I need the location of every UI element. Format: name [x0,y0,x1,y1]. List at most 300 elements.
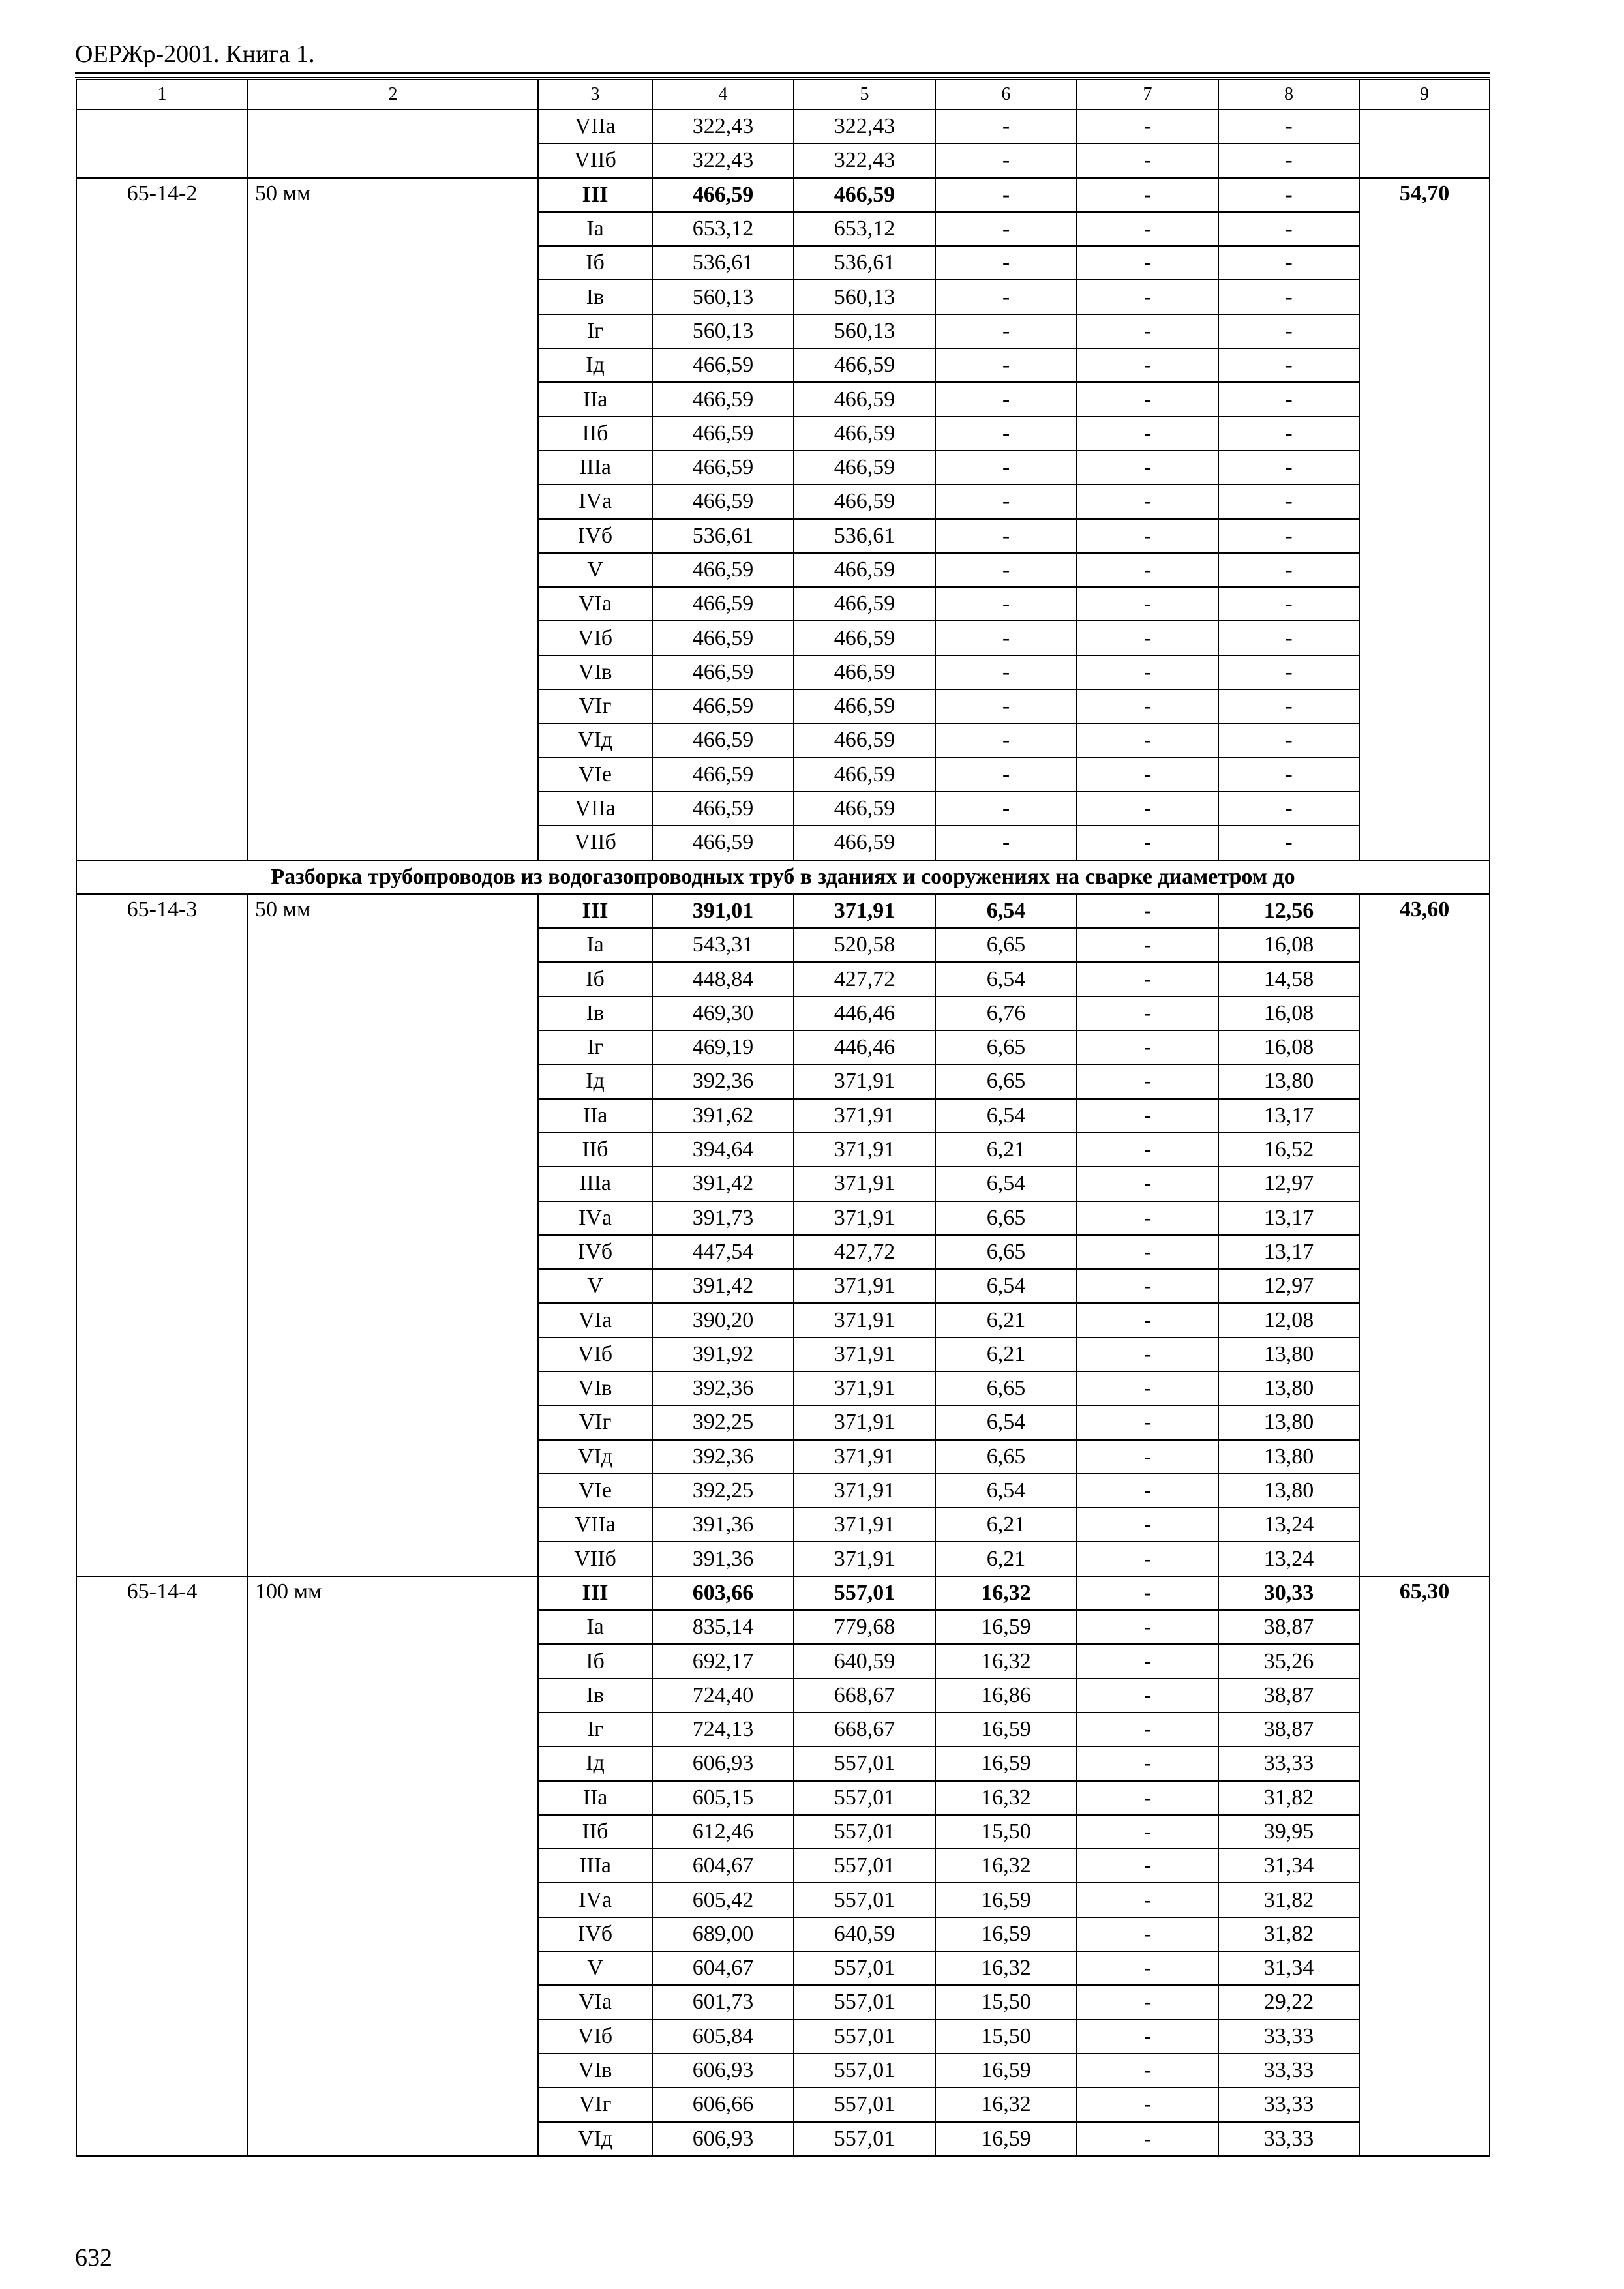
value-cell: 560,13 [794,280,935,314]
value-cell: 6,65 [935,1235,1077,1269]
value-cell: 560,13 [652,314,794,348]
value-cell: 466,59 [794,178,935,212]
value-cell: - [1077,1030,1218,1064]
value-cell: 557,01 [794,2087,935,2121]
value-cell: 392,36 [652,1064,794,1098]
value-cell: 612,46 [652,1815,794,1849]
value-cell: - [1218,314,1359,348]
value-cell: - [1218,110,1359,143]
value-cell: 466,59 [794,348,935,382]
value-cell: VIг [538,1405,652,1439]
value-cell: 33,33 [1218,2087,1359,2121]
value-cell: 371,91 [794,1167,935,1201]
value-cell: - [1077,485,1218,518]
value-cell: IVа [538,1883,652,1917]
value-cell: 16,59 [935,2054,1077,2087]
value-cell: - [1218,758,1359,792]
value-cell: - [1077,621,1218,655]
value-cell: - [935,519,1077,553]
value-cell: 16,59 [935,1883,1077,1917]
column-number-cell: 6 [935,80,1077,110]
column-number-cell: 4 [652,80,794,110]
column-number-cell: 2 [248,80,538,110]
value-cell: 653,12 [652,212,794,246]
value-cell: - [935,246,1077,280]
value-cell: 15,50 [935,2020,1077,2054]
value-cell: - [1077,519,1218,553]
value-cell: - [1077,996,1218,1030]
table-row [76,894,1490,928]
value-cell: - [935,689,1077,723]
value-cell: Iв [538,280,652,314]
value-cell: 603,66 [652,1576,794,1610]
value-cell: 29,22 [1218,1985,1359,2019]
value-cell: 16,59 [935,1713,1077,1746]
value-cell: 557,01 [794,2020,935,2054]
value-cell: - [935,280,1077,314]
value-cell: - [1077,723,1218,757]
value-cell: - [935,655,1077,689]
value-cell: 447,54 [652,1235,794,1269]
value-cell: VIа [538,1303,652,1337]
value-cell: 371,91 [794,1099,935,1133]
diameter-cell: 50 мм [248,894,538,1576]
value-cell: 446,46 [794,996,935,1030]
value-cell: Iв [538,996,652,1030]
value-cell: 371,91 [794,1064,935,1098]
value-cell: 668,67 [794,1713,935,1746]
value-cell: 31,82 [1218,1883,1359,1917]
value-cell: - [1077,1713,1218,1746]
value-cell: - [1077,1883,1218,1917]
value-cell: 557,01 [794,1746,935,1780]
value-cell: - [935,178,1077,212]
value-cell: - [1218,280,1359,314]
value-cell: - [1218,587,1359,621]
value-cell: VIе [538,758,652,792]
value-cell: VIв [538,1371,652,1405]
value-cell: 391,36 [652,1542,794,1576]
value-cell: 835,14 [652,1610,794,1644]
value-cell: 322,43 [652,143,794,177]
column-number-row [76,80,1490,110]
value-cell: 16,32 [935,1951,1077,1985]
value-cell: - [1077,212,1218,246]
table-row [76,110,1490,143]
value-cell: 391,42 [652,1269,794,1303]
value-cell: 557,01 [794,2054,935,2087]
value-cell: - [1077,1508,1218,1542]
value-cell: 16,32 [935,2087,1077,2121]
value-cell: - [1077,2122,1218,2156]
value-cell: 13,80 [1218,1440,1359,1474]
value-cell: 6,65 [935,1030,1077,1064]
value-cell: 16,32 [935,1576,1077,1610]
value-cell: - [1077,1849,1218,1883]
value-cell: 466,59 [652,655,794,689]
value-cell: 557,01 [794,1576,935,1610]
value-cell: Iг [538,314,652,348]
value-cell: 38,87 [1218,1679,1359,1713]
value-cell: 13,80 [1218,1405,1359,1439]
value-cell: 16,59 [935,2122,1077,2156]
value-cell: 15,50 [935,1815,1077,1849]
value-cell: 466,59 [652,451,794,485]
value-cell: 371,91 [794,1542,935,1576]
value-cell: 448,84 [652,962,794,996]
value-cell: 391,36 [652,1508,794,1542]
value-cell: 16,52 [1218,1133,1359,1167]
value-cell: - [1077,1679,1218,1713]
value-cell: IVа [538,1201,652,1235]
value-cell: 605,42 [652,1883,794,1917]
value-cell: VIб [538,2020,652,2054]
value-cell: 605,15 [652,1781,794,1815]
value-cell: - [1077,553,1218,587]
value-cell: IIIа [538,451,652,485]
value-cell: VIв [538,655,652,689]
value-cell: - [1077,1542,1218,1576]
value-cell: 606,93 [652,2054,794,2087]
value-cell: 12,56 [1218,894,1359,928]
value-cell: IIб [538,1815,652,1849]
value-cell: 371,91 [794,1371,935,1405]
value-cell: 13,80 [1218,1474,1359,1508]
value-cell: 466,59 [794,451,935,485]
value-cell: 391,01 [652,894,794,928]
value-cell: - [935,348,1077,382]
value-cell: 466,59 [652,792,794,826]
value-cell: 6,21 [935,1303,1077,1337]
value-cell: 391,62 [652,1099,794,1133]
value-cell: 6,65 [935,1064,1077,1098]
value-cell: 6,21 [935,1338,1077,1371]
value-cell: 543,31 [652,928,794,962]
value-cell: 557,01 [794,1849,935,1883]
value-cell: VIа [538,587,652,621]
value-cell: - [935,382,1077,416]
value-cell: 33,33 [1218,2122,1359,2156]
value-cell: 371,91 [794,894,935,928]
value-cell: - [1077,417,1218,451]
value-cell: 16,59 [935,1746,1077,1780]
value-cell: 689,00 [652,1917,794,1951]
value-cell: 446,46 [794,1030,935,1064]
column-number-cell: 5 [794,80,935,110]
value-cell: - [935,758,1077,792]
value-cell: 466,59 [794,655,935,689]
value-cell: 16,59 [935,1610,1077,1644]
value-cell: 13,17 [1218,1099,1359,1133]
value-cell: IIа [538,1781,652,1815]
col9-cell [1359,110,1490,178]
value-cell: 322,43 [794,110,935,143]
header-rule-thin [75,77,1490,78]
value-cell: 13,17 [1218,1201,1359,1235]
value-cell: 12,08 [1218,1303,1359,1337]
col9-cell: 65,30 [1359,1576,1490,2156]
value-cell: VIIа [538,1508,652,1542]
value-cell: 13,80 [1218,1371,1359,1405]
value-cell: VIIа [538,792,652,826]
value-cell: - [1077,1235,1218,1269]
value-cell: VIг [538,689,652,723]
value-cell: - [1218,826,1359,860]
value-cell: 14,58 [1218,962,1359,996]
value-cell: 392,36 [652,1371,794,1405]
value-cell: Iд [538,1746,652,1780]
value-cell: III [538,1576,652,1610]
value-cell: - [1077,1746,1218,1780]
value-cell: 466,59 [794,553,935,587]
value-cell: 466,59 [652,417,794,451]
value-cell: 31,34 [1218,1951,1359,1985]
value-cell: 466,59 [794,382,935,416]
value-cell: IIб [538,1133,652,1167]
value-cell: 16,32 [935,1849,1077,1883]
value-cell: 536,61 [794,519,935,553]
value-cell: 606,93 [652,2122,794,2156]
value-cell: Iа [538,1610,652,1644]
value-cell: 371,91 [794,1440,935,1474]
value-cell: 640,59 [794,1917,935,1951]
value-cell: 13,24 [1218,1508,1359,1542]
value-cell: 6,21 [935,1542,1077,1576]
value-cell: - [1077,1371,1218,1405]
value-cell: 371,91 [794,1338,935,1371]
value-cell: 6,65 [935,928,1077,962]
value-cell: VIIа [538,110,652,143]
value-cell: 6,65 [935,1440,1077,1474]
diameter-cell [248,110,538,178]
value-cell: - [1077,1440,1218,1474]
value-cell: 392,36 [652,1440,794,1474]
value-cell: 392,25 [652,1405,794,1439]
rates-table [76,79,1490,2157]
value-cell: - [935,621,1077,655]
value-cell: - [1077,1474,1218,1508]
value-cell: 466,59 [652,485,794,518]
value-cell: IVа [538,485,652,518]
value-cell: IVб [538,519,652,553]
value-cell: - [1077,1815,1218,1849]
value-cell: - [935,110,1077,143]
value-cell: 16,59 [935,1917,1077,1951]
value-cell: - [1077,382,1218,416]
code-cell: 65-14-3 [76,894,248,1576]
value-cell: 536,61 [652,246,794,280]
value-cell: - [1218,792,1359,826]
value-cell: 466,59 [652,758,794,792]
value-cell: IVб [538,1917,652,1951]
value-cell: Iг [538,1030,652,1064]
column-number-cell: 7 [1077,80,1218,110]
section-title: Разборка трубопроводов из водогазопроводных труб в зданиях и сооружениях на сварке диаметром до [76,860,1490,894]
value-cell: Iд [538,1064,652,1098]
value-cell: 371,91 [794,1405,935,1439]
diameter-cell: 50 мм [248,178,538,860]
value-cell: IVб [538,1235,652,1269]
value-cell: III [538,894,652,928]
column-number-cell: 9 [1359,80,1490,110]
col9-cell: 43,60 [1359,894,1490,1576]
value-cell: Iб [538,246,652,280]
value-cell: 322,43 [794,143,935,177]
value-cell: - [1218,723,1359,757]
value-cell: 668,67 [794,1679,935,1713]
header-rule [75,72,1490,74]
value-cell: - [1077,587,1218,621]
value-cell: 371,91 [794,1303,935,1337]
value-cell: - [935,587,1077,621]
value-cell: - [1077,1917,1218,1951]
value-cell: 31,34 [1218,1849,1359,1883]
value-cell: 371,91 [794,1474,935,1508]
code-cell: 65-14-4 [76,1576,248,2156]
value-cell: 466,59 [652,826,794,860]
value-cell: - [1077,451,1218,485]
value-cell: - [1077,1133,1218,1167]
value-cell: 6,54 [935,1405,1077,1439]
value-cell: 6,65 [935,1371,1077,1405]
value-cell: 560,13 [794,314,935,348]
value-cell: - [1077,1644,1218,1678]
value-cell: - [1218,143,1359,177]
value-cell: - [1218,348,1359,382]
value-cell: 557,01 [794,2122,935,2156]
value-cell: VIIб [538,1542,652,1576]
value-cell: - [1218,246,1359,280]
value-cell: Iг [538,1713,652,1746]
value-cell: 466,59 [794,826,935,860]
document-header: ОЕРЖр-2001. Книга 1. [75,40,315,68]
value-cell: VIе [538,1474,652,1508]
value-cell: - [935,417,1077,451]
value-cell: 557,01 [794,1883,935,1917]
value-cell: 6,21 [935,1508,1077,1542]
value-cell: 390,20 [652,1303,794,1337]
code-cell: 65-14-2 [76,178,248,860]
value-cell: 466,59 [794,792,935,826]
value-cell: - [1077,1576,1218,1610]
value-cell: 520,58 [794,928,935,962]
value-cell: 724,40 [652,1679,794,1713]
value-cell: 466,59 [794,485,935,518]
value-cell: 33,33 [1218,2054,1359,2087]
value-cell: 391,92 [652,1338,794,1371]
value-cell: 33,33 [1218,2020,1359,2054]
value-cell: Iд [538,348,652,382]
value-cell: 6,76 [935,996,1077,1030]
value-cell: 427,72 [794,1235,935,1269]
value-cell: 31,82 [1218,1781,1359,1815]
value-cell: 466,59 [794,758,935,792]
value-cell: 394,64 [652,1133,794,1167]
value-cell: 779,68 [794,1610,935,1644]
value-cell: 724,13 [652,1713,794,1746]
column-number-cell: 8 [1218,80,1359,110]
value-cell: III [538,178,652,212]
diameter-cell: 100 мм [248,1576,538,2156]
value-cell: - [1077,143,1218,177]
value-cell: 466,59 [652,178,794,212]
value-cell: 604,67 [652,1849,794,1883]
value-cell: 466,59 [652,348,794,382]
value-cell: 6,54 [935,1269,1077,1303]
value-cell: 466,59 [652,621,794,655]
value-cell: 371,91 [794,1269,935,1303]
value-cell: - [935,826,1077,860]
value-cell: 466,59 [652,587,794,621]
value-cell: VIд [538,2122,652,2156]
value-cell: 371,91 [794,1201,935,1235]
value-cell: 469,19 [652,1030,794,1064]
value-cell: VIа [538,1985,652,2019]
value-cell: 427,72 [794,962,935,996]
value-cell: - [1218,485,1359,518]
value-cell: 15,50 [935,1985,1077,2019]
value-cell: 16,08 [1218,1030,1359,1064]
code-cell [76,110,248,178]
value-cell: 16,32 [935,1781,1077,1815]
value-cell: - [935,792,1077,826]
value-cell: V [538,1269,652,1303]
value-cell: 16,08 [1218,996,1359,1030]
value-cell: 466,59 [794,587,935,621]
value-cell: - [1077,2054,1218,2087]
value-cell: - [1218,417,1359,451]
value-cell: VIIб [538,826,652,860]
value-cell: - [1077,962,1218,996]
value-cell: Iа [538,212,652,246]
value-cell: 6,54 [935,1474,1077,1508]
value-cell: 536,61 [794,246,935,280]
value-cell: 38,87 [1218,1610,1359,1644]
value-cell: - [1077,1064,1218,1098]
value-cell: V [538,553,652,587]
value-cell: 466,59 [652,723,794,757]
value-cell: IIIа [538,1167,652,1201]
value-cell: - [1077,792,1218,826]
value-cell: - [935,553,1077,587]
value-cell: IIа [538,382,652,416]
table-row [76,178,1490,212]
value-cell: - [935,485,1077,518]
value-cell: - [1077,1610,1218,1644]
value-cell: IIа [538,1099,652,1133]
value-cell: 557,01 [794,1951,935,1985]
page-number: 632 [75,2244,112,2271]
value-cell: 13,80 [1218,1064,1359,1098]
value-cell: 391,73 [652,1201,794,1235]
value-cell: - [1077,1985,1218,2019]
table-body [76,80,1490,2156]
value-cell: - [1218,553,1359,587]
value-cell: - [935,723,1077,757]
section-title-row [76,860,1490,894]
column-number-cell: 3 [538,80,652,110]
value-cell: - [935,451,1077,485]
value-cell: 38,87 [1218,1713,1359,1746]
value-cell: - [935,314,1077,348]
value-cell: 560,13 [652,280,794,314]
value-cell: 13,80 [1218,1338,1359,1371]
value-cell: V [538,1951,652,1985]
value-cell: - [1218,689,1359,723]
col9-cell: 54,70 [1359,178,1490,860]
value-cell: 6,54 [935,962,1077,996]
value-cell: - [1077,1303,1218,1337]
